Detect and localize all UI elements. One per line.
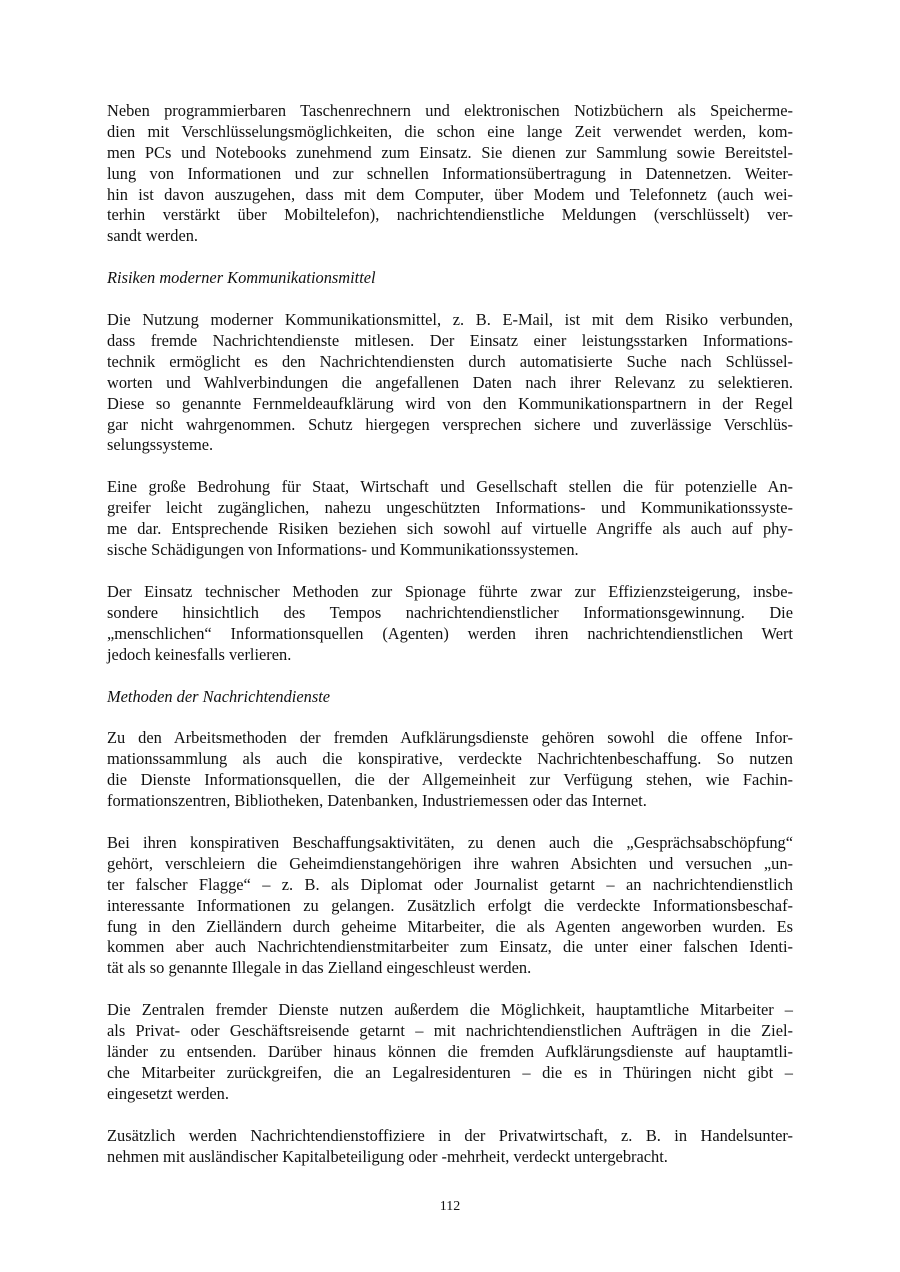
text-line: sandt werden. <box>107 226 199 246</box>
text-line: sondere hinsichtlich des Tempos nachrichtendienstlicher Informationsgewinnung. Die <box>107 602 793 622</box>
text-line: Der Einsatz technischer Methoden zur Spionage führte zwar zur Effizienzsteigerung, insbe- <box>107 581 793 601</box>
text-line: men PCs und Notebooks zunehmend zum Einsatz. Sie dienen zur Sammlung sowie Bereitstel- <box>107 142 793 162</box>
text-line: Diese so genannte Fernmeldeaufklärung wird von den Kommunikationspartnern in der Regel <box>107 393 793 413</box>
text-line: als Privat- oder Geschäftsreisende getarnt – mit nachrichtendienstlichen Aufträgen in die Ziel- <box>107 1021 793 1041</box>
text-line: Die Nutzung moderner Kommunikationsmittel, z. B. E-Mail, ist mit dem Risiko verbunden, <box>107 310 793 330</box>
text-line: terhin verstärkt über Mobiltelefon), nachrichtendienstliche Meldungen (verschlüsselt) ver- <box>107 205 793 225</box>
text-line: „menschlichen“ Informationsquellen (Agenten) werden ihren nachrichtendienstlichen Wert <box>107 623 793 643</box>
paragraph-threats <box>107 477 793 561</box>
text-line: kommen aber auch Nachrichtendienstmitarbeiter zum Einsatz, die unter einer falschen Identi- <box>107 937 793 957</box>
text-line: Bei ihren konspirativen Beschaffungsaktivitäten, zu denen auch die „Gesprächsabschöpfung“ <box>107 832 793 852</box>
text-line: gehört, verschleiern die Geheimdienstangehörigen ihre wahren Absichten und versuchen „un- <box>107 853 793 873</box>
text-line: Neben programmierbaren Taschenrechnern und elektronischen Notizbüchern als Speicherme- <box>107 101 793 120</box>
text-line: hin ist davon auszugehen, dass mit dem Computer, über Modem und Telefonnetz (auch wei- <box>107 184 793 204</box>
text-line: greifer leicht zugänglichen, nahezu ungeschützten Informations- und Kommunikationssyste- <box>107 498 793 518</box>
paragraph-working-methods <box>107 728 793 812</box>
text-line: worten und Wahlverbindungen die angefallenen Daten nach ihrer Relevanz zu selektieren. <box>107 372 793 392</box>
text-line: Eine große Bedrohung für Staat, Wirtschaft und Gesellschaft stellen die für potenzielle An- <box>107 477 793 497</box>
paragraph-conspiratorial-activities <box>107 833 793 979</box>
paragraph-communication-risks <box>107 310 793 456</box>
text-line: me dar. Entsprechende Risiken beziehen sich sowohl auf virtuelle Angriffe als auch auf phy- <box>107 519 793 539</box>
text-line: dien mit Verschlüsselungsmöglichkeiten, die schon eine lange Zeit verwendet werden, kom- <box>107 121 793 141</box>
text-line: Zu den Arbeitsmethoden der fremden Aufklärungsdienste gehören sowohl die offene Infor- <box>107 728 793 748</box>
section-heading-methods: Methoden der Nachrichtendienste <box>107 686 331 706</box>
text-line: technik ermöglicht es den Nachrichtendiensten durch automatisierte Suche nach Schlüssel- <box>107 351 793 371</box>
text-line: jedoch keinesfalls verlieren. <box>107 644 292 664</box>
text-line: sische Schädigungen von Informations- und Kommunikationssystemen. <box>107 540 579 560</box>
text-line: mationssammlung als auch die konspirative, verdeckte Nachrichtenbeschaffung. So nutzen <box>107 749 793 769</box>
text-line: eingesetzt werden. <box>107 1083 229 1103</box>
text-line: länder zu entsenden. Darüber hinaus können die fremden Aufklärungsdienste auf hauptamtli- <box>107 1041 793 1061</box>
page-number: 112 <box>439 1199 461 1214</box>
text-line: Die Zentralen fremder Dienste nutzen außerdem die Möglichkeit, hauptamtliche Mitarbeiter – <box>107 1000 793 1020</box>
text-line: die Dienste Informationsquellen, die der Allgemeinheit zur Verfügung stehen, wie Fachin- <box>107 770 793 790</box>
text-line: ter falscher Flagge“ – z. B. als Diplomat oder Journalist getarnt – an nachrichtendienstlich <box>107 874 793 894</box>
text-line: gar nicht wahrgenommen. Schutz hiergegen versprechen sichere und zuverlässige Verschlüs- <box>107 414 793 434</box>
paragraph-foreign-services <box>107 1000 793 1104</box>
text-line: lung von Informationen und zur schnellen Informationsübertragung in Datennetzen. Weiter- <box>107 163 793 183</box>
text-line: tät als so genannte Illegale in das Zielland eingeschleust werden. <box>107 958 532 978</box>
text-line: Zusätzlich werden Nachrichtendienstoffiziere in der Privatwirtschaft, z. B. in Handelsunter- <box>107 1125 793 1145</box>
document-body <box>107 101 793 1188</box>
text-line: che Mitarbeiter zurückgreifen, die an Legalresidenturen – die es in Thüringen nicht gibt – <box>107 1062 793 1082</box>
text-line: dass fremde Nachrichtendienste mitlesen. Der Einsatz einer leistungsstarken Informations- <box>107 331 793 351</box>
paragraph-espionage-methods <box>107 582 793 666</box>
paragraph-storage-media <box>107 101 793 247</box>
text-line: interessante Informationen zu gelangen. Zusätzlich erfolgt die verdeckte Informationsbeschaf- <box>107 895 793 915</box>
text-line: formationszentren, Bibliotheken, Datenbanken, Industriemessen oder das Internet. <box>107 791 647 811</box>
paragraph-private-sector <box>107 1126 793 1168</box>
section-heading-risks: Risiken moderner Kommunikationsmittel <box>107 268 376 288</box>
text-line: fung in den Zielländern durch geheime Mitarbeiter, die als Agenten angeworben wurden. Es <box>107 916 793 936</box>
text-line: selungssysteme. <box>107 435 214 455</box>
text-line: nehmen mit ausländischer Kapitalbeteiligung oder -mehrheit, verdeckt untergebracht. <box>107 1146 668 1166</box>
